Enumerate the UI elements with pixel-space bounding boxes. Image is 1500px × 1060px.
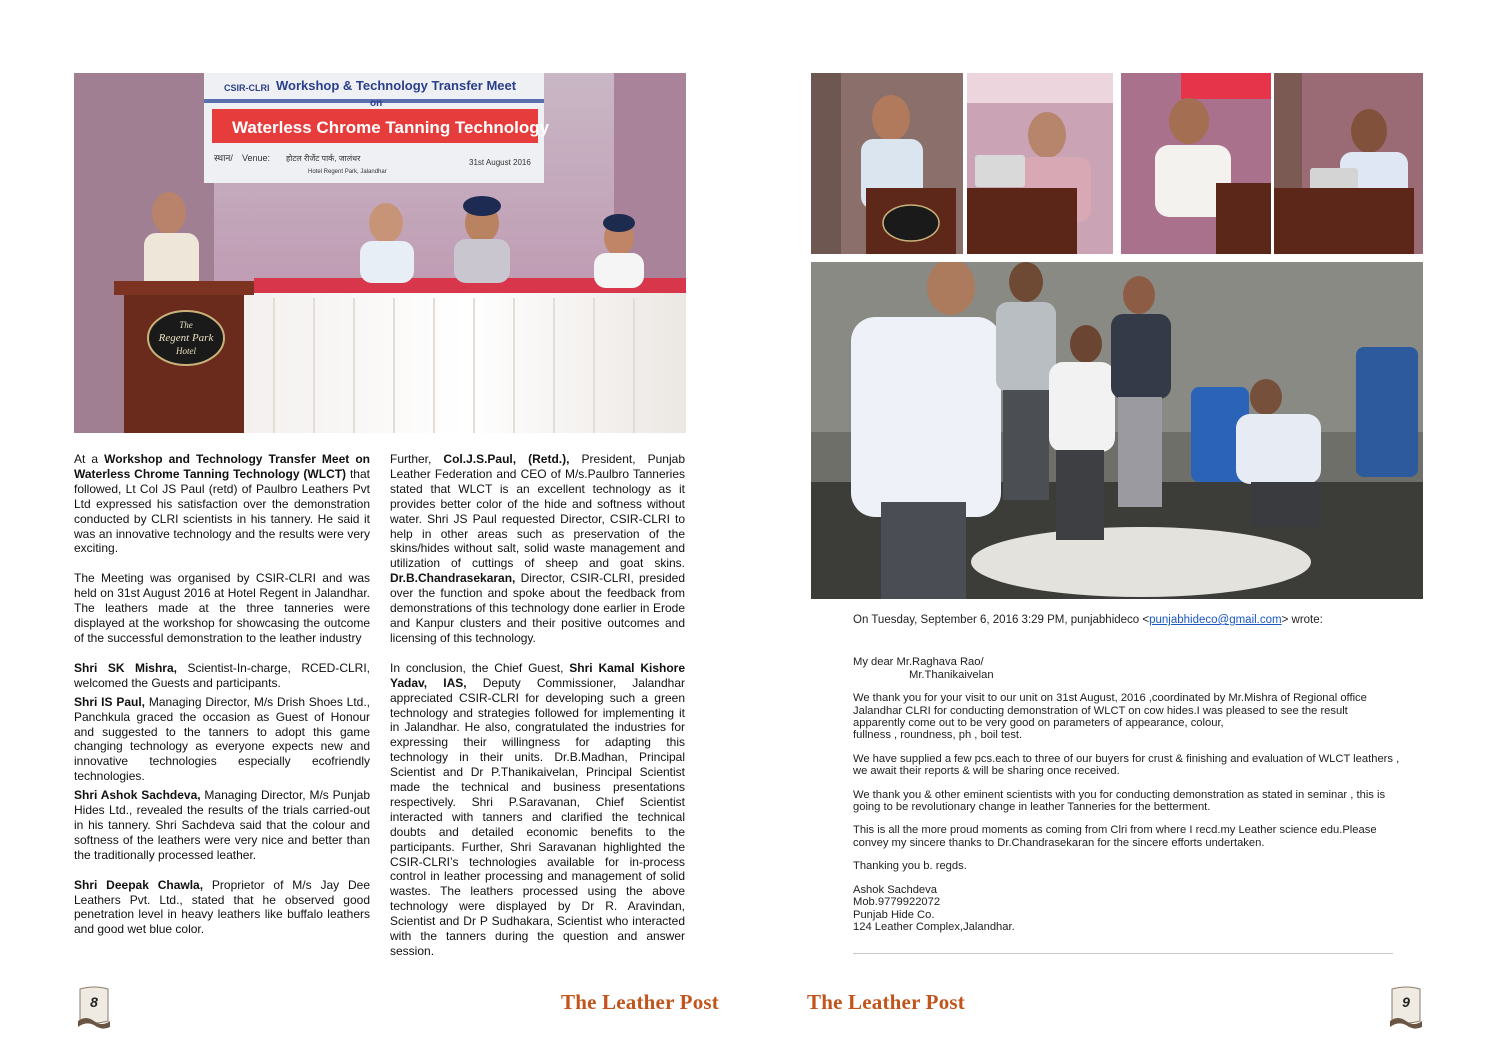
email-paragraph-3: We thank you & other eminent scientists with you for conducting demonstration as stated in seminar , this is going to be revolutionary change in leather Tanneries for the betterment. [853, 788, 1386, 814]
article-bold-run: Shri SK Mishra, [74, 660, 177, 675]
banner-line1: Workshop & Technology Transfer Meet [276, 78, 517, 93]
email-signature-name: Ashok Sachdeva [853, 883, 937, 896]
article-paragraph [74, 878, 370, 938]
email-divider [853, 953, 1393, 954]
banner-venue-en: Hotel Regent Park, Jalandhar [308, 169, 387, 175]
article-text-run: Deputy Commissioner, Jalandhar appreciated CSIR-CLRI for developing such a green technology and strategies followed for implementing it in Jalandhar. He also, congratulated the industries for expressing their willingness for adapting this technology in their units. Dr.B.Madhan, Principal Scientist and Dr P.Thanikaivelan, Principal Scientist made the technical and business presentations respectively. Shri P.Saravanan, Chief Scientist interacted with tanners and clarified the technical doubts and detailed economic benefits to the participants. Further, Shri Saravanan highlighted the CSIR-CLRI’s technologies available for in-process control in leather processing and management of solid wastes. The leathers processed using the above technology were displayed by Dr R. Aravindan, Scientist and Dr P Sudhakara, Scientist who interacted with the tanners during the question and answer session. [390, 675, 685, 958]
email-closing: Thanking you b. regds. [853, 860, 967, 873]
email-salutation-2: Mr.Thanikaivelan [909, 668, 994, 681]
article-text-run: Scientist-In-charge, RCED-CLRI, welcomed the Guests and participants. [74, 660, 370, 690]
article-paragraph [74, 571, 370, 646]
article-text-run: In conclusion, the Chief Guest, [390, 660, 570, 675]
email-paragraph-4: This is all the more proud moments as coming from Clri from where I recd.my Leather science edu.Please convey my sincere thanks to Dr.Chandrasekaran for the sincere efforts undertaken. [853, 824, 1377, 849]
banner-venue-label: Venue: [242, 153, 271, 163]
email-paragraph-1: We thank you for your visit to our unit on 31st August, 2016 ,coordinated by Mr.Mishra of Regional office Jalandhar CLRI for conducting demonstration of WLCT on cow hides.I was pleased to see the result apparently come out to be very good on parameters of appearance, colour, [853, 692, 1367, 730]
tannery-demonstration-photo [811, 262, 1423, 599]
article-bold-run: Shri Deepak Chawla, [74, 877, 204, 892]
article-paragraph [390, 452, 685, 646]
email-header [853, 614, 1403, 626]
article-bold-run: Shri IS Paul, [74, 694, 145, 709]
article-text-run: Managing Director, M/s Punjab Hides Ltd., revealed the results of the trials carried-out in his tannery. Shri Sachdeva said that the colour and softness of the leathers were very nice and better than the traditionally processed leather. [74, 788, 370, 862]
article-text-run: Managing Director, M/s Drish Shoes Ltd., Panchkula graced the occasion as Guest of Honour and suggested to the tanners to adopt this game changing technology as everyone expects new and innovative technologies especially ecofriendly technologies. [74, 694, 370, 784]
article-paragraph [74, 788, 370, 863]
page-number-right: 9 [1402, 994, 1410, 1010]
article-text-run: The Meeting was organised by CSIR-CLRI and was held on 31st August 2016 at Hotel Regent in Jalandhar. The leathers made at the three tanneries were displayed at the workshop for showcasing the outcome of the successful demonstration to the leather industry [74, 571, 370, 645]
article-bold-run: Dr.B.Chandrasekaran, [390, 571, 516, 586]
email-paragraph-2: We have supplied a few pcs.each to three of our buyers for crust & finishing and evaluation of WLCT leathers , we await their reports & will be sharing once received. [853, 752, 1400, 778]
speaker-photo-4 [1274, 73, 1423, 254]
speaker-photo-3 [1121, 73, 1271, 254]
podium-sign-line1: The [179, 320, 193, 330]
banner-date: 31st August 2016 [469, 158, 531, 167]
article-bold-run: Shri Kamal Kishore Yadav, IAS, [390, 660, 685, 690]
article-text-run: President, Punjab Leather Federation and CEO of M/s.Paulbro Tanneries stated that WLCT is an excellent technology as it provides better color of the hide and softness without water. Shri JS Paul requested Director, CSIR-CLRI to help in other areas such as preservation of the skins/hides without salt, solid waste management and utilization of cuttings of sheep and goat skins. [390, 452, 685, 571]
article-bold-run: Workshop and Technology Transfer Meet on Waterless Chrome Tanning Technology (WLCT) [74, 452, 370, 481]
email-letter [853, 614, 1403, 933]
brand-title-right: The Leather Post [807, 990, 965, 1014]
email-salutation-1: My dear Mr.Raghava Rao/ [853, 656, 984, 669]
article-column-left [74, 452, 370, 952]
article-text-run: that followed, Lt Col JS Paul (retd) of Paulbro Leathers Pvt Ltd expressed his satisfaction over the demonstration conducted by CLRI scientists in his tannery. He said it was an innovative technology and the results were very exciting. [74, 466, 370, 556]
article-text-run: At a [74, 452, 105, 466]
article-paragraph [74, 661, 370, 691]
article-column-right [390, 452, 685, 974]
page-number-badge-right [1389, 985, 1423, 1029]
article-bold-run: Col.J.S.Paul, (Retd.), [443, 452, 570, 466]
page-number-left: 8 [90, 994, 98, 1010]
podium-sign-line2: Regent Park [158, 332, 214, 344]
banner-title: Waterless Chrome Tanning Technology [232, 118, 550, 137]
article-bold-run: Shri Ashok Sachdeva, [74, 788, 201, 803]
article-text-run: Proprietor of M/s Jay Dee Leathers Pvt. Ltd., stated that he observed good penetration level in heavy leathers like buffalo leathers and good wet blue color. [74, 877, 370, 937]
email-header-suffix: > wrote: [1281, 614, 1323, 626]
right-page [750, 0, 1500, 1060]
podium-sign-line3: Hotel [176, 346, 196, 356]
article-text-run: Director, CSIR-CLRI, presided over the function and spoke about the feedback from demonstrations of this technology done earlier in Erode and Kanpur clusters and their positive outcomes and licensing of this technology. [390, 571, 685, 645]
article-paragraph [74, 695, 370, 784]
email-signature-company: Punjab Hide Co. [853, 908, 935, 921]
email-sender-link[interactable]: punjabhideco@gmail.com [1149, 614, 1282, 626]
speaker-photo-1 [811, 73, 963, 254]
workshop-stage-photo [74, 73, 686, 433]
speaker-photo-2 [967, 73, 1113, 254]
banner-org: CSIR-CLRI [224, 83, 270, 93]
email-signature-mobile: Mob.9779922072 [853, 896, 941, 909]
email-paragraph-1b: fullness , roundness, ph , boil test. [853, 729, 1023, 742]
article-paragraph [74, 452, 370, 556]
article-paragraph [390, 661, 685, 959]
brand-title-left: The Leather Post [561, 990, 719, 1014]
banner-venue-hindi: स्थान/ [214, 153, 233, 163]
page-number-badge-left [77, 985, 111, 1029]
banner-line2: on [370, 98, 383, 109]
email-signature-address: 124 Leather Complex,Jalandhar. [853, 920, 1015, 933]
article-text-run: Further, [390, 452, 444, 466]
email-header-prefix: On Tuesday, September 6, 2016 3:29 PM, punjabhideco < [853, 614, 1150, 626]
banner-venue-value: होटल रीजेंट पार्क, जालंधर [286, 154, 361, 163]
